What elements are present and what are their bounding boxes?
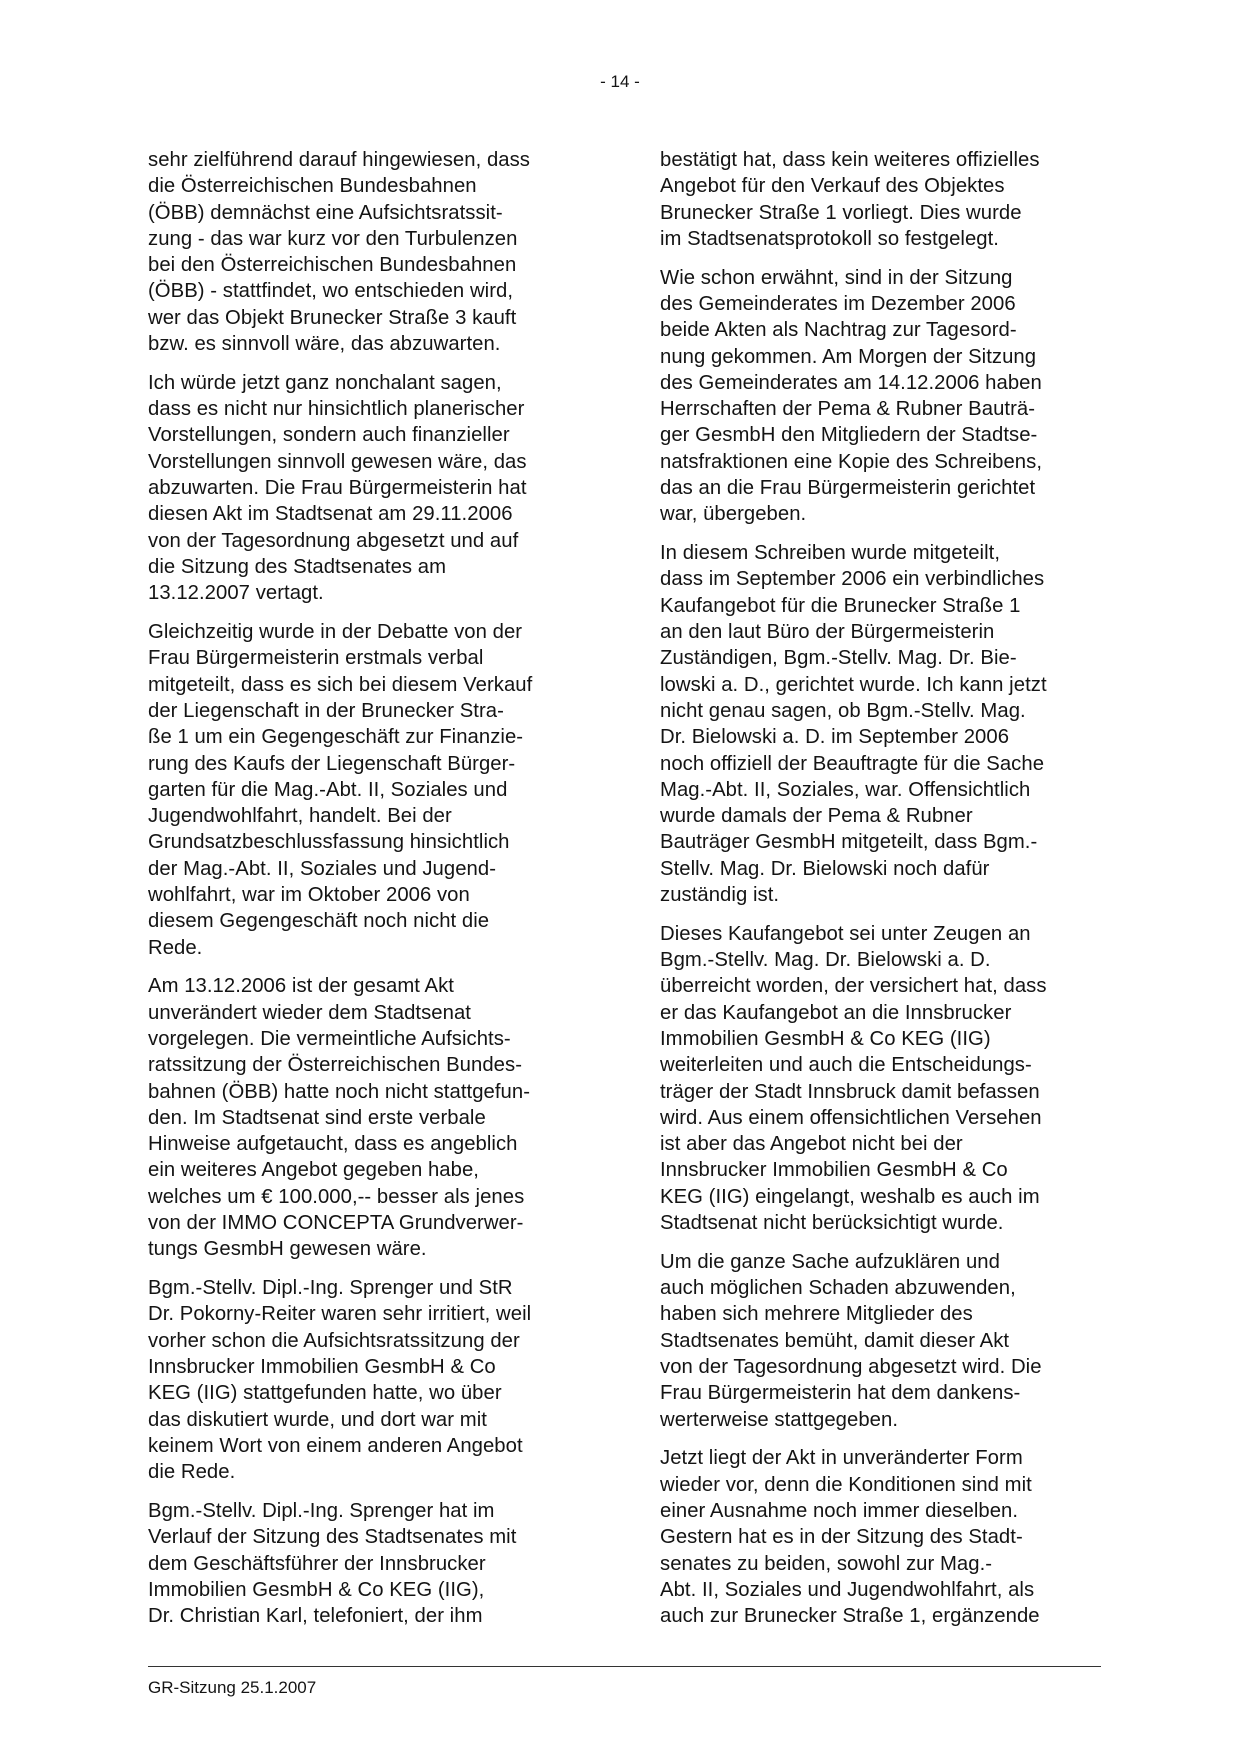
paragraph: Dieses Kaufangebot sei unter Zeugen an Bgm.-Stellv. Mag. Dr. Bielowski a. D. überreicht worden, der versichert hat, dass er das Kaufangebot an die Innsbrucker Immobilien GesmbH & Co KEG (IIG) weiterleiten und auch die Entscheidungs- träger der Stadt Innsbruck damit befassen wird. Aus einem offensichtlichen Versehen ist aber das Angebot nicht bei der Innsbrucker Immobilien GesmbH & Co KEG (IIG) eingelangt, weshalb es auch im Stadtsenat nicht berücksichtigt wurde. bbox=[660, 922, 1047, 1235]
paragraph: Um die ganze Sache aufzuklären und auch möglichen Schaden abzuwenden, haben sich mehrere Mitglieder des Stadtsenates bemüht, damit dieser Akt von der Tagesordnung abgesetzt wird. Die Frau Bürgermeisterin hat dem dankens- werterweise stattgegeben. bbox=[660, 1250, 1042, 1431]
paragraph: Bgm.-Stellv. Dipl.-Ing. Sprenger und StR Dr. Pokorny-Reiter waren sehr irritiert, weil vorher schon die Aufsichtsratssitzung der Innsbrucker Immobilien GesmbH & Co KEG (IIG) stattgefunden hatte, wo über das diskutiert wurde, und dort war mit keinem Wort von einem anderen Angebot die Rede. bbox=[148, 1277, 532, 1484]
paragraph: Wie schon erwähnt, sind in der Sitzung des Gemeinderates im Dezember 2006 beide Akten als Nachtrag zur Tagesord- nung gekommen. Am Morgen der Sitzung des Gemeinderates am 14.12.2006 haben Herrschaften der Pema & Rubner Bauträ- ger GesmbH den Mitgliedern der Stadtse- natsfraktionen eine Kopie des Schreibens, das an die Frau Bürgermeisterin gerichtet war, übergeben. bbox=[660, 266, 1043, 526]
footer-session-date: GR-Sitzung 25.1.2007 bbox=[148, 1678, 317, 1697]
paragraph: sehr zielführend darauf hingewiesen, dass die Österreichischen Bundesbahnen (ÖBB) demnächst eine Aufsichtsratssit- zung - das war kurz vor den Turbulenzen bei den Österreichischen Bundesbahnen (ÖBB) - stattfindet, wo entschieden wird, wer das Objekt Brunecker Straße 3 kauft bzw. es sinnvoll wäre, das abzuwarten. bbox=[148, 149, 530, 356]
paragraph: Bgm.-Stellv. Dipl.-Ing. Sprenger hat im Verlauf der Sitzung des Stadtsenates mit dem Geschäftsführer der Innsbrucker Immobilien GesmbH & Co KEG (IIG), Dr. Christian Karl, telefoniert, der ihm bbox=[148, 1500, 517, 1628]
paragraph: Ich würde jetzt ganz nonchalant sagen, dass es nicht nur hinsichtlich planerischer Vorstellungen, sondern auch finanzieller Vorstellungen sinnvoll gewesen wäre, das abzuwarten. Die Frau Bürgermeisterin hat diesen Akt im Stadtsenat am 29.11.2006 von der Tagesordnung abgesetzt und auf die Sitzung des Stadtsenates am 13.12.2007 vertagt. bbox=[148, 371, 527, 605]
footer-divider bbox=[148, 1666, 1101, 1667]
paragraph: Am 13.12.2006 ist der gesamt Akt unverändert wieder dem Stadtsenat vorgelegen. Die vermeintliche Aufsichts- ratssitzung der Österreichischen Bundes- bahnen (ÖBB) hatte noch nicht stattgefun- den. Im Stadtsenat sind erste verbale Hinweise aufgetaucht, dass es angeblich ein weiteres Angebot gegeben habe, welches um € 100.000,-- besser als jenes von der IMMO CONCEPTA Grundverwer- tungs GesmbH gewesen wäre. bbox=[148, 975, 530, 1261]
page-number: - 14 - bbox=[600, 72, 640, 91]
paragraph: Jetzt liegt der Akt in unveränderter Form wieder vor, denn die Konditionen sind mit einer Ausnahme noch immer dieselben. Gestern hat es in der Sitzung des Stadt- senates zu beiden, sowohl zur Mag.- Abt. II, Soziales und Jugendwohlfahrt, als auch zur Brunecker Straße 1, ergänzende bbox=[660, 1447, 1040, 1628]
paragraph: In diesem Schreiben wurde mitgeteilt, dass im September 2006 ein verbindliches Kaufangebot für die Brunecker Straße 1 an den laut Büro der Bürgermeisterin Zuständigen, Bgm.-Stellv. Mag. Dr. Bie- lowski a. D., gerichtet wurde. Ich kann jetzt nicht genau sagen, ob Bgm.-Stellv. Mag. Dr. Bielowski a. D. im September 2006 noch offiziell der Beauftragte für die Sache Mag.-Abt. II, Soziales, war. Offensichtlich wurde damals der Pema & Rubner Bauträger GesmbH mitgeteilt, dass Bgm.- Stellv. Mag. Dr. Bielowski noch dafür zuständig ist. bbox=[660, 542, 1047, 907]
left-text-column bbox=[148, 147, 598, 1642]
paragraph: bestätigt hat, dass kein weiteres offizielles Angebot für den Verkauf des Objektes Brunecker Straße 1 vorliegt. Dies wurde im Stadtsenatsprotokoll so festgelegt. bbox=[660, 149, 1040, 250]
right-text-column bbox=[660, 147, 1100, 1642]
paragraph: Gleichzeitig wurde in der Debatte von der Frau Bürgermeisterin erstmals verbal mitgeteilt, dass es sich bei diesem Verkauf der Liegenschaft in der Brunecker Stra- ße 1 um ein Gegengeschäft zur Finanzie- rung des Kaufs der Liegenschaft Bürger- garten für die Mag.-Abt. II, Soziales und Jugendwohlfahrt, handelt. Bei der Grundsatzbeschlussfassung hinsichtlich der Mag.-Abt. II, Soziales und Jugend- wohlfahrt, war im Oktober 2006 von diesem Gegengeschäft noch nicht die Rede. bbox=[148, 621, 533, 959]
